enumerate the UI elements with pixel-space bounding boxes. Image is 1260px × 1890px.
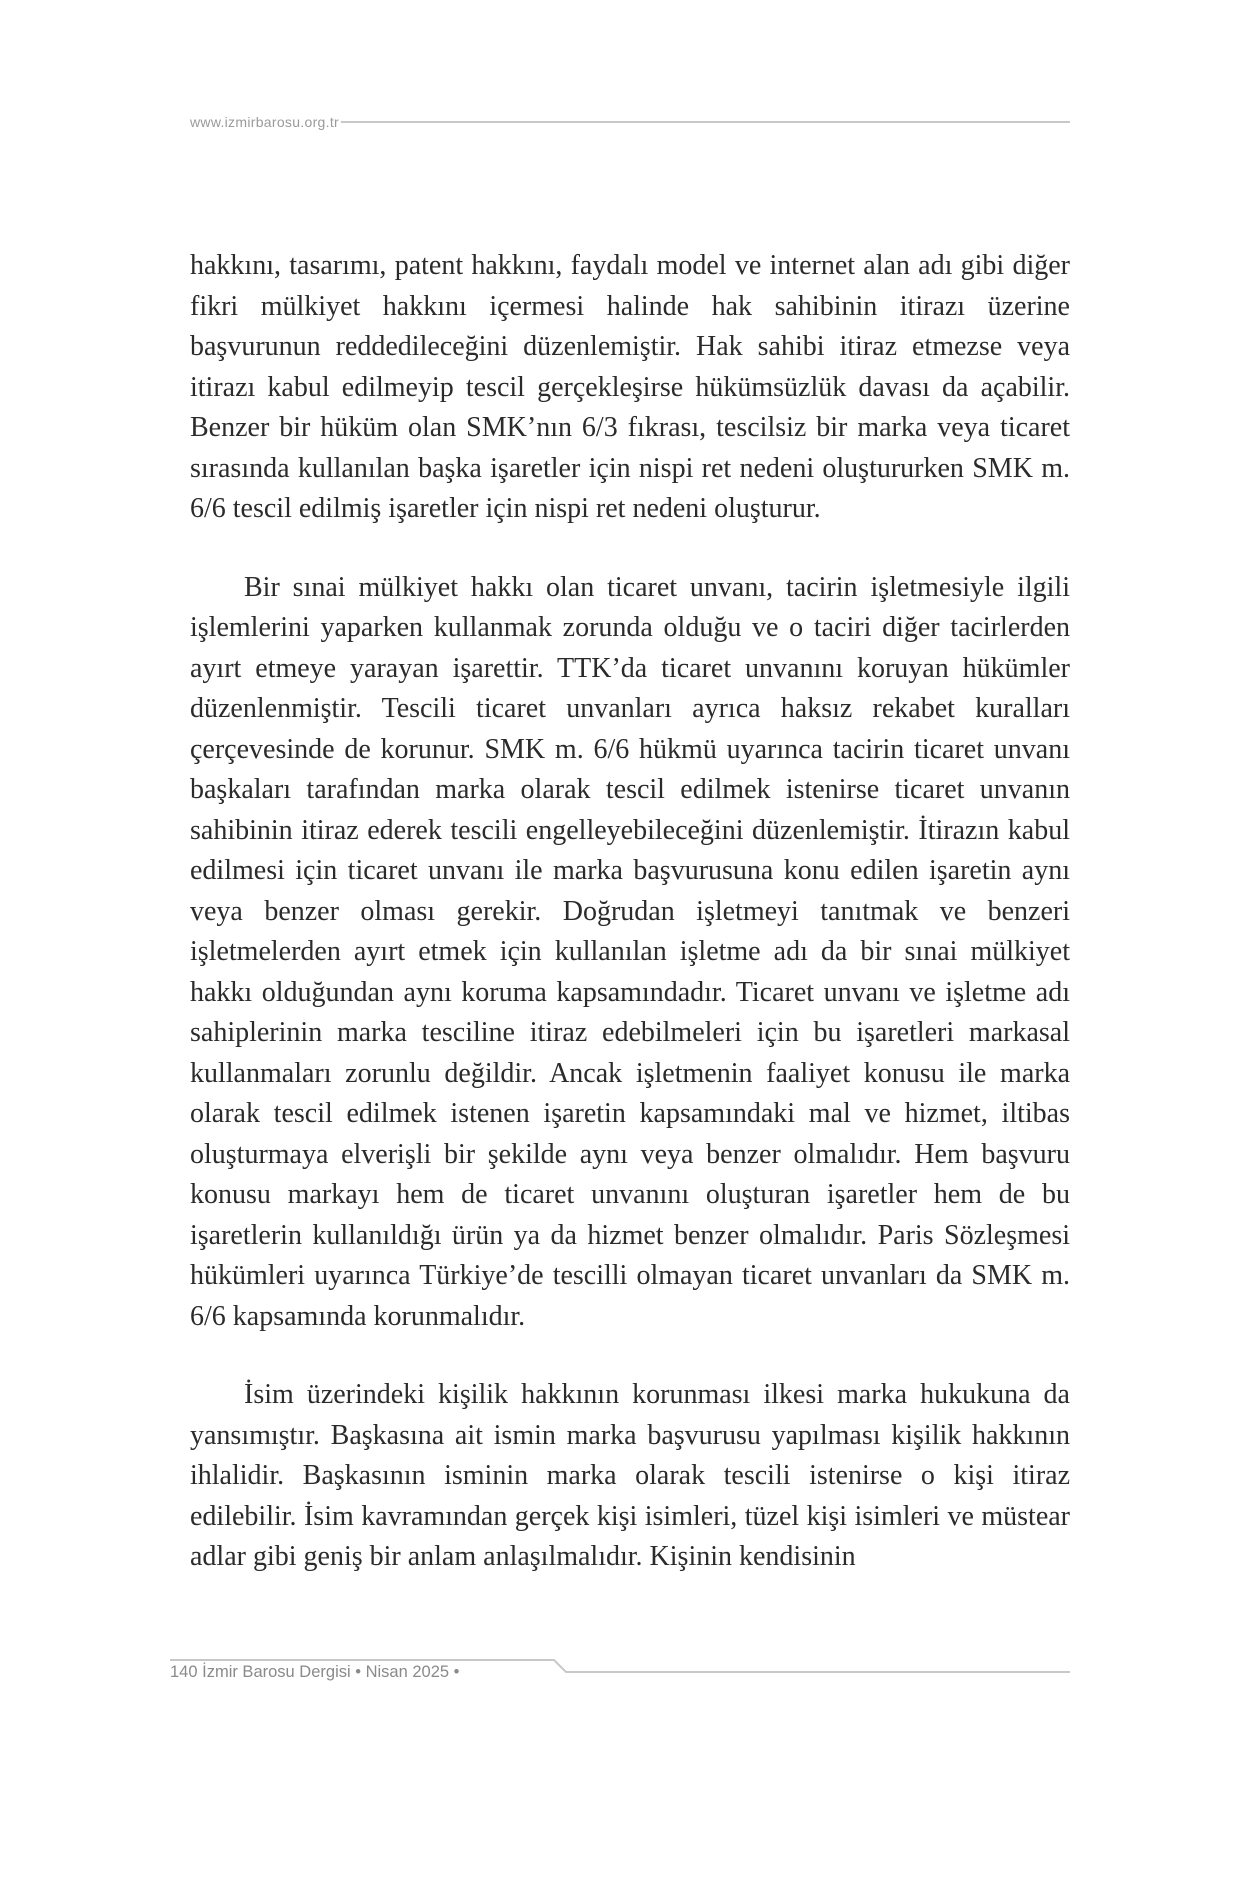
site-url: www.izmirbarosu.org.tr xyxy=(190,114,339,130)
paragraph-1: hakkını, tasarımı, patent hakkını, faydalı model ve internet alan adı gibi diğer fikri mülkiyet hakkını içermesi halinde hak sahibinin itirazı üzerine başvurunun reddedileceğini düzenlemiştir. Hak sahibi itiraz etmezse veya itirazı kabul edilmeyip tescil gerçekleşirse hükümsüzlük davası da açabilir. Benzer bir hüküm olan SMK’nın 6/3 fıkrası, tescilsiz bir marka veya ticaret sırasında kullanılan başka işaretler için nispi ret nedeni oluştururken SMK m. 6/6 tescil edilmiş işaretler için nispi ret nedeni oluşturur. xyxy=(190,250,1070,524)
paragraph-2: Bir sınai mülkiyet hakkı olan ticaret unvanı, tacirin işletmesiyle ilgili işlemlerini yaparken kullanmak zorunda olduğu ve o taciri diğer tacirlerden ayırt etmeye yarayan işarettir. TTK’da ticaret unvanını koruyan hükümler düzenlenmiştir. Tescili ticaret unvanları ayrıca haksız rekabet kuralları çerçevesinde de korunur. SMK m. 6/6 hükmü uyarınca tacirin ticaret unvanı başkaları tarafından marka olarak tescil edilmek istenirse ticaret unvanın sahibinin itiraz ederek tescili engelleyebileceğini düzenlemiştir. İtirazın kabul edilmesi için ticaret unvanı ile marka başvurusuna konu edilen işaretin aynı veya benzer olması gerekir. Doğrudan işletmeyi tanıtmak ve benzeri işletmelerden ayırt etmek için kullanılan işletme adı da bir sınai mülkiyet hakkı olduğundan aynı koruma kapsamındadır. Ticaret unvanı ve işletme adı sahiplerinin marka tesciline itiraz edebilmeleri için bu işaretleri markasal kullanmaları zorunlu değildir. Ancak işletmenin faaliyet konusu ile marka olarak tescil edilmek istenen işaretin kapsamındaki mal ve hizmet, iltibas oluşturmaya elverişli bir şekilde aynı veya benzer olmalıdır. Hem başvuru konusu markayı hem de ticaret unvanını oluşturan işaretler hem de bu işaretlerin kullanıldığı ürün ya da hizmet benzer olmalıdır. Paris Sözleşmesi hükümleri uyarınca Türkiye’de tescilli olmayan ticaret unvanları da SMK m. 6/6 kapsamında korunmalıdır. xyxy=(190,571,1070,1332)
page-footer xyxy=(170,1658,1070,1688)
page-header xyxy=(190,112,1070,132)
header-rule xyxy=(341,121,1070,123)
article-body xyxy=(190,246,1070,1578)
paragraph-3: İsim üzerindeki kişilik hakkının korunması ilkesi marka hukukuna da yansımıştır. Başkasına ait ismin marka başvurusu yapılması kişilik hakkının ihlalidir. Başkasının isminin marka olarak tescili istenirse o kişi itiraz edilebilir. İsim kavramından gerçek kişi isimleri, tüzel kişi isimleri ve müstear adlar gibi geniş bir anlam anlaşılmalıdır. Kişinin kendisinin xyxy=(190,1379,1070,1572)
footer-text: 140 İzmir Barosu Dergisi • Nisan 2025 • xyxy=(170,1663,460,1681)
